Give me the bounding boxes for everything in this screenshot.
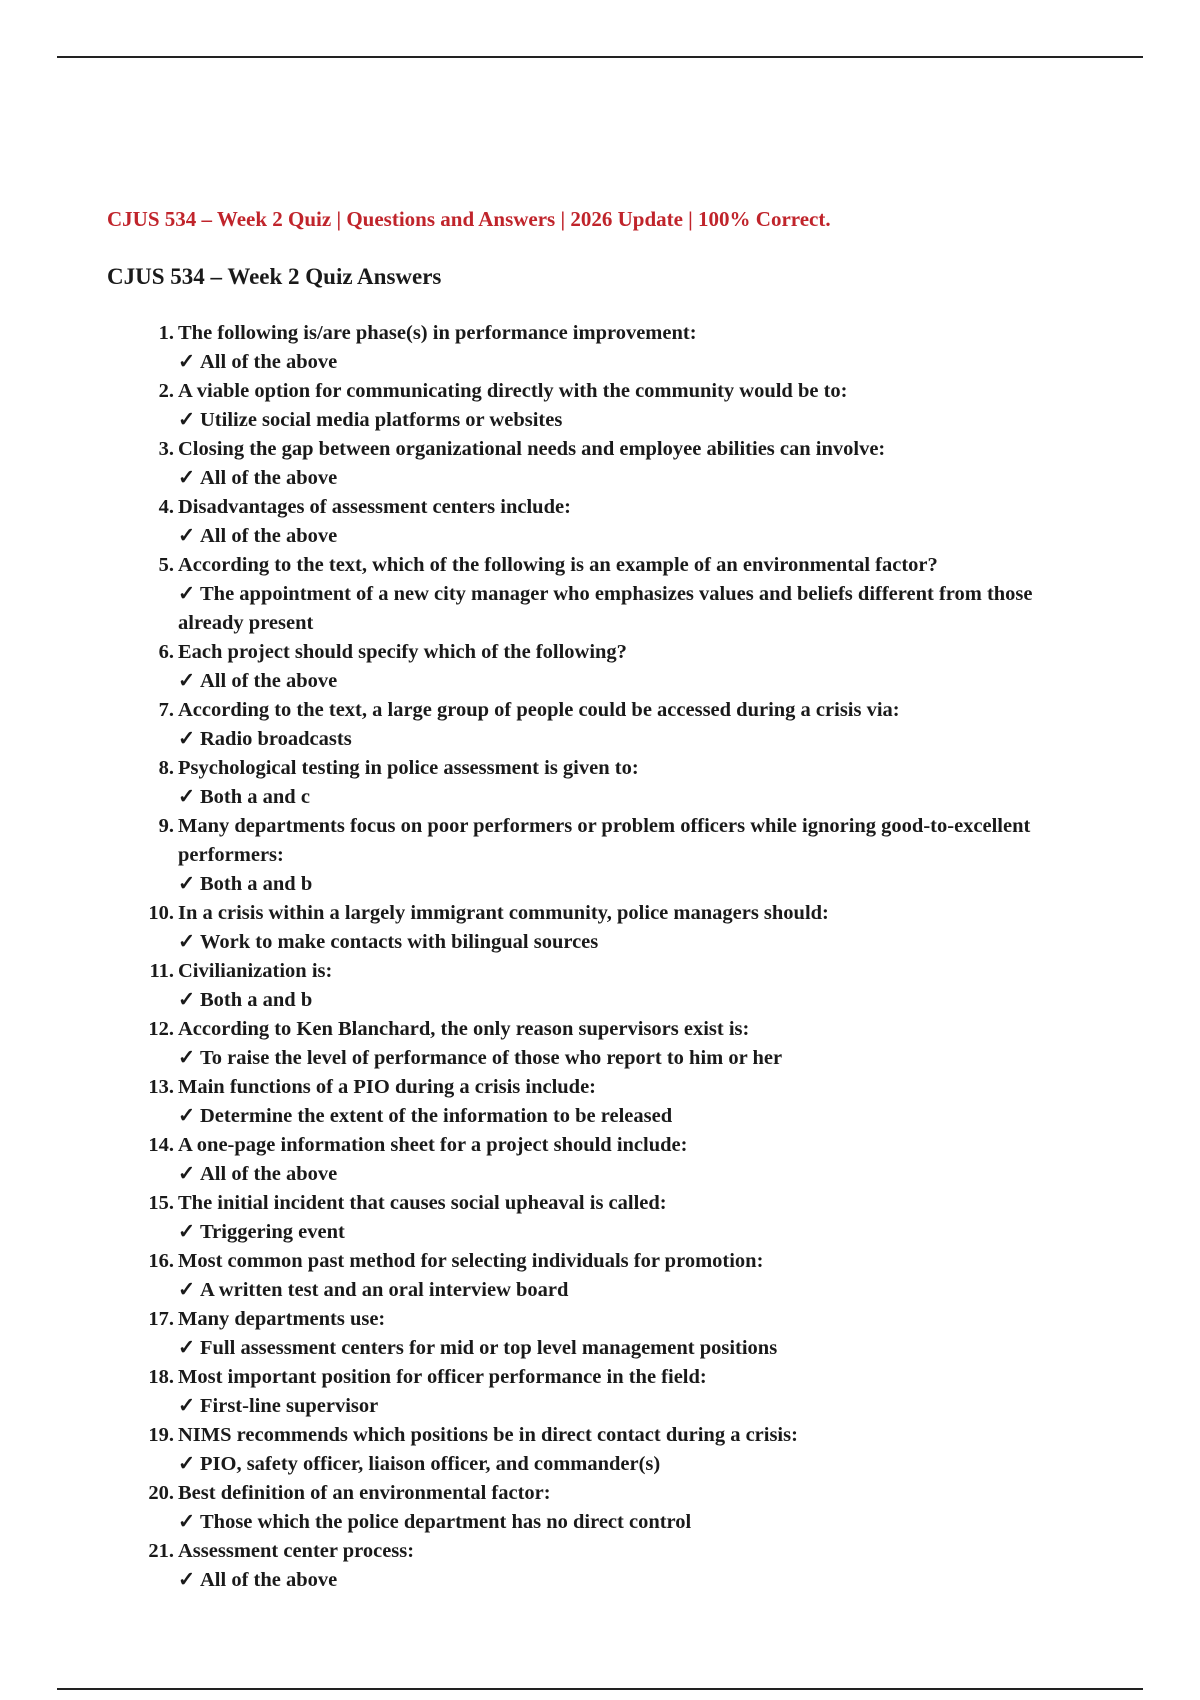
answer-label: First-line supervisor [200,1395,379,1417]
check-icon: ✓ [178,1453,196,1475]
question-text: Civilianization is: [178,960,333,982]
question-number: 12. [148,1018,174,1040]
question-item [0,1131,1200,1189]
answer-text [178,1566,1080,1595]
answer-label: All of the above [200,670,338,692]
document-subtitle: CJUS 534 – Week 2 Quiz Answers [107,264,442,289]
question-text: According to the text, which of the following is an example of an environmental factor? [178,554,938,576]
question-item [0,435,1200,493]
check-icon: ✓ [178,1047,196,1069]
question-number: 13. [148,1076,174,1098]
answer-label: Radio broadcasts [200,728,352,750]
question-item [0,1073,1200,1131]
answer-text [178,725,1080,754]
answer-text [178,667,1080,696]
question-number: 1. [158,322,174,344]
bottom-rule [57,1688,1143,1690]
question-item [0,638,1200,696]
answer-label: All of the above [200,1163,338,1185]
question-text: Many departments focus on poor performers or problem officers while ignoring good-to-excellent performers: [178,815,1031,866]
answer-label: Triggering event [200,1221,345,1243]
question-text: In a crisis within a largely immigrant community, police managers should: [178,902,829,924]
answer-label: Both a and c [200,786,310,808]
question-number: 2. [158,380,174,402]
answer-text [178,1218,1080,1247]
answer-text [178,870,1080,899]
question-item [0,1189,1200,1247]
answer-text [178,1160,1080,1189]
answer-text [178,406,1080,435]
question-text: Disadvantages of assessment centers include: [178,496,571,518]
question-item [0,1015,1200,1073]
answer-text [178,783,1080,812]
question-item [0,754,1200,812]
question-item [0,1421,1200,1479]
question-text: NIMS recommends which positions be in direct contact during a crisis: [178,1424,798,1446]
answer-label: Utilize social media platforms or websites [200,409,563,431]
answer-label: The appointment of a new city manager who emphasizes values and beliefs different from those already present [178,583,1033,634]
answer-text [178,464,1080,493]
answer-text [178,986,1080,1015]
check-icon: ✓ [178,1511,196,1533]
question-number: 9. [158,815,174,837]
question-number: 19. [148,1424,174,1446]
answer-label: Determine the extent of the information to be released [200,1105,673,1127]
question-number: 10. [148,902,174,924]
answer-label: All of the above [200,525,338,547]
check-icon: ✓ [178,1279,196,1301]
answer-text [178,1392,1080,1421]
answer-label: PIO, safety officer, liaison officer, and commander(s) [200,1453,661,1475]
question-item [0,551,1200,638]
check-icon: ✓ [178,1105,196,1127]
check-icon: ✓ [178,467,196,489]
check-icon: ✓ [178,1337,196,1359]
check-icon: ✓ [178,931,196,953]
answer-text [178,580,1080,638]
question-text: Most important position for officer performance in the field: [178,1366,707,1388]
check-icon: ✓ [178,1221,196,1243]
question-text: Assessment center process: [178,1540,415,1562]
answer-label: Full assessment centers for mid or top level management positions [200,1337,778,1359]
question-text: Closing the gap between organizational needs and employee abilities can involve: [178,438,886,460]
question-number: 4. [158,496,174,518]
question-number: 21. [148,1540,174,1562]
check-icon: ✓ [178,989,196,1011]
question-item [0,1479,1200,1537]
document-title: CJUS 534 – Week 2 Quiz | Questions and Answers | 2026 Update | 100% Correct. [107,207,831,231]
question-text: Most common past method for selecting individuals for promotion: [178,1250,764,1272]
question-item [0,696,1200,754]
check-icon: ✓ [178,409,196,431]
question-number: 17. [148,1308,174,1330]
question-number: 16. [148,1250,174,1272]
question-number: 20. [148,1482,174,1504]
answer-label: Both a and b [200,989,313,1011]
question-item [0,899,1200,957]
question-text: Psychological testing in police assessment is given to: [178,757,639,779]
check-icon: ✓ [178,670,196,692]
check-icon: ✓ [178,873,196,895]
check-icon: ✓ [178,786,196,808]
question-number: 15. [148,1192,174,1214]
question-item [0,957,1200,1015]
question-text: According to Ken Blanchard, the only reason supervisors exist is: [178,1018,750,1040]
question-number: 6. [158,641,174,663]
question-number: 7. [158,699,174,721]
check-icon: ✓ [178,1569,196,1591]
question-item [0,1247,1200,1305]
question-number: 18. [148,1366,174,1388]
answer-text [178,1450,1080,1479]
question-number: 5. [158,554,174,576]
answer-text [178,1276,1080,1305]
answer-text [178,348,1080,377]
check-icon: ✓ [178,583,196,605]
answer-text [178,1044,1080,1073]
question-item [0,1537,1200,1595]
question-item [0,493,1200,551]
answer-label: Work to make contacts with bilingual sources [200,931,599,953]
check-icon: ✓ [178,525,196,547]
question-number: 3. [158,438,174,460]
top-rule [57,56,1143,58]
question-text: The initial incident that causes social upheaval is called: [178,1192,667,1214]
question-text: A viable option for communicating directly with the community would be to: [178,380,848,402]
answer-label: To raise the level of performance of those who report to him or her [200,1047,783,1069]
check-icon: ✓ [178,728,196,750]
question-number: 11. [149,960,174,982]
answer-text [178,1334,1080,1363]
answer-text [178,1508,1080,1537]
question-text: Main functions of a PIO during a crisis include: [178,1076,597,1098]
question-item [0,1363,1200,1421]
answer-label: Both a and b [200,873,313,895]
answer-label: All of the above [200,1569,338,1591]
question-number: 8. [158,757,174,779]
answer-label: All of the above [200,351,338,373]
question-text: A one-page information sheet for a project should include: [178,1134,688,1156]
question-text: The following is/are phase(s) in performance improvement: [178,322,697,344]
answer-text [178,928,1080,957]
question-number: 14. [148,1134,174,1156]
question-list [0,319,1200,1595]
check-icon: ✓ [178,351,196,373]
check-icon: ✓ [178,1163,196,1185]
question-item [0,377,1200,435]
question-text: Best definition of an environmental factor: [178,1482,551,1504]
answer-label: Those which the police department has no direct control [200,1511,692,1533]
answer-text [178,1102,1080,1131]
answer-label: A written test and an oral interview board [200,1279,569,1301]
answer-label: All of the above [200,467,338,489]
answer-text [178,522,1080,551]
question-item [0,1305,1200,1363]
question-text: Each project should specify which of the following? [178,641,627,663]
question-text: Many departments use: [178,1308,386,1330]
question-item [0,319,1200,377]
check-icon: ✓ [178,1395,196,1417]
question-item [0,812,1200,899]
question-text: According to the text, a large group of people could be accessed during a crisis via: [178,699,900,721]
